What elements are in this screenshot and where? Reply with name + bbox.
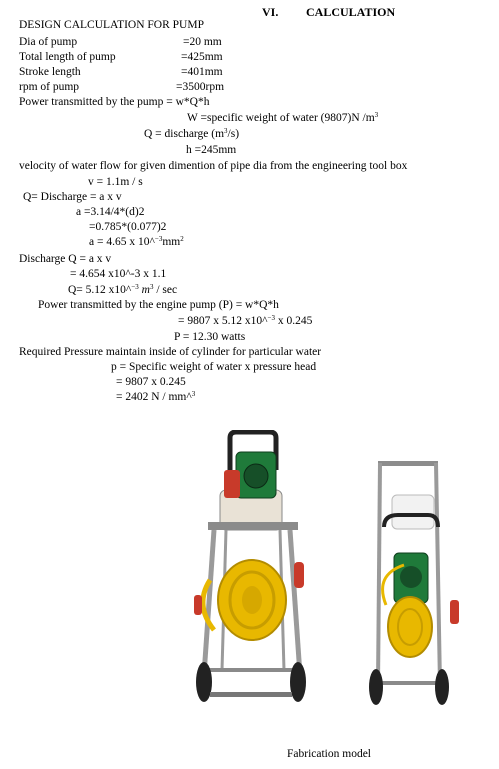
engine-step: = 9807 x 5.12 x10^$^{-3}$ x 0.245: [178, 314, 313, 327]
pressure-formula: p = Specific weight of water x pressure head: [111, 361, 317, 373]
rpm-label: rpm of pump: [19, 81, 80, 93]
discharge-formula: Discharge Q = a x v: [19, 253, 112, 265]
rpm-value: =3500rpm: [176, 81, 225, 93]
pump-trolley-photo-right: [364, 455, 464, 710]
velocity-note: velocity of water flow for given dimention of pipe dia from the engineering tool box: [19, 160, 408, 172]
engine-result: P = 12.30 watts: [174, 331, 246, 343]
length-label: Total length of pump: [19, 51, 116, 63]
a-step: =0.785*(0.077)2: [89, 221, 167, 233]
section-number: VI.: [262, 5, 279, 19]
v-value: v = 1.1m / s: [88, 176, 143, 188]
discharge-step: = 4.654 x10^-3 x 1.1: [70, 268, 167, 280]
engine-power: Power transmitted by the engine pump (P) = w*Q*h: [38, 299, 279, 311]
dia-value: =20 mm: [183, 36, 222, 48]
discharge-result: Q= 5.12 x10^$^{-3}$ $m^3$ / sec: [68, 283, 178, 296]
pressure-result: = 2402 N / mm^$^3$: [116, 390, 196, 403]
h-value: h =245mm: [186, 144, 237, 156]
pump-trolley-photo-left: [190, 430, 315, 715]
pressure-step: = 9807 x 0.245: [116, 376, 186, 388]
w-definition: W =specific weight of water (9807)N $/m^3$: [187, 111, 379, 124]
q-definition: Q = discharge $(m^3/s)$: [144, 127, 240, 140]
design-title: DESIGN CALCULATION FOR PUMP: [19, 19, 204, 31]
pressure-note: Required Pressure maintain inside of cylinder for particular water: [19, 346, 322, 358]
stroke-label: Stroke length: [19, 66, 81, 78]
a-result: a = 4.65 x $10\^{}^{-3}mm^2$: [89, 235, 184, 248]
power-formula: Power transmitted by the pump = w*Q*h: [19, 96, 210, 108]
q-formula: Q= Discharge = a x v: [23, 191, 122, 203]
section-title: CALCULATION: [306, 5, 396, 19]
length-value: =425mm: [181, 51, 223, 63]
a-formula: a =3.14/4*(d)2: [76, 206, 145, 218]
stroke-value: =401mm: [181, 66, 223, 78]
figure-caption: Fabrication model: [287, 748, 371, 760]
dia-label: Dia of pump: [19, 36, 78, 48]
